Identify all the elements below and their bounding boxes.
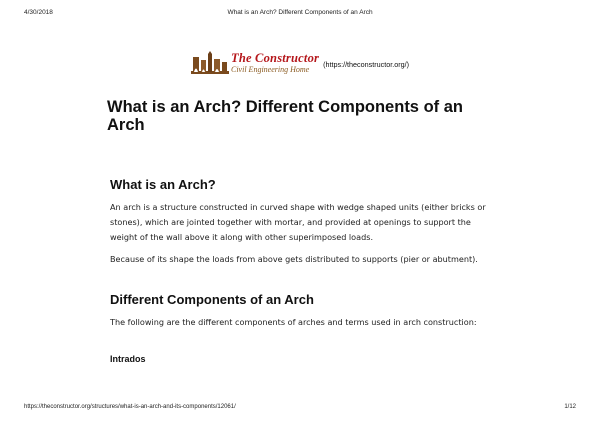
print-page-title: What is an Arch? Different Components of an Arch [227, 9, 373, 16]
print-header [24, 9, 576, 19]
section-heading-components: Different Components of an Arch [110, 292, 314, 307]
paragraph-components-intro: The following are the different components of arches and terms used in arch construction: [110, 317, 477, 327]
print-url: https://theconstructor.org/structures/what-is-an-arch-and-its-components/12061/ [24, 404, 236, 410]
logo-url[interactable]: (https://theconstructor.org/) [323, 59, 409, 69]
subheading-intrados: Intrados [110, 354, 146, 364]
logo-site-name: The Constructor [231, 51, 320, 66]
print-date: 4/30/2018 [24, 9, 53, 16]
logo-tagline: Civil Engineering Home [231, 64, 310, 74]
bridge-arch-logo-icon [191, 51, 229, 75]
section-heading-what-is-arch: What is an Arch? [110, 177, 216, 192]
article-title: What is an Arch? Different Components of an Arch [107, 98, 463, 134]
print-footer [24, 404, 576, 414]
logo-text [231, 52, 319, 74]
page-number: 1/12 [564, 404, 576, 410]
paragraph-arch-definition: An arch is a structure constructed in curved shape with wedge shaped units (either bricks or stones), which are jointed together with mortar, and provided at openings to support the weight of the wall above it along with other superimposed loads. [110, 202, 486, 242]
paragraph-load-distribution: Because of its shape the loads from above gets distributed to supports (pier or abutment). [110, 254, 478, 264]
site-logo[interactable] [191, 50, 409, 76]
